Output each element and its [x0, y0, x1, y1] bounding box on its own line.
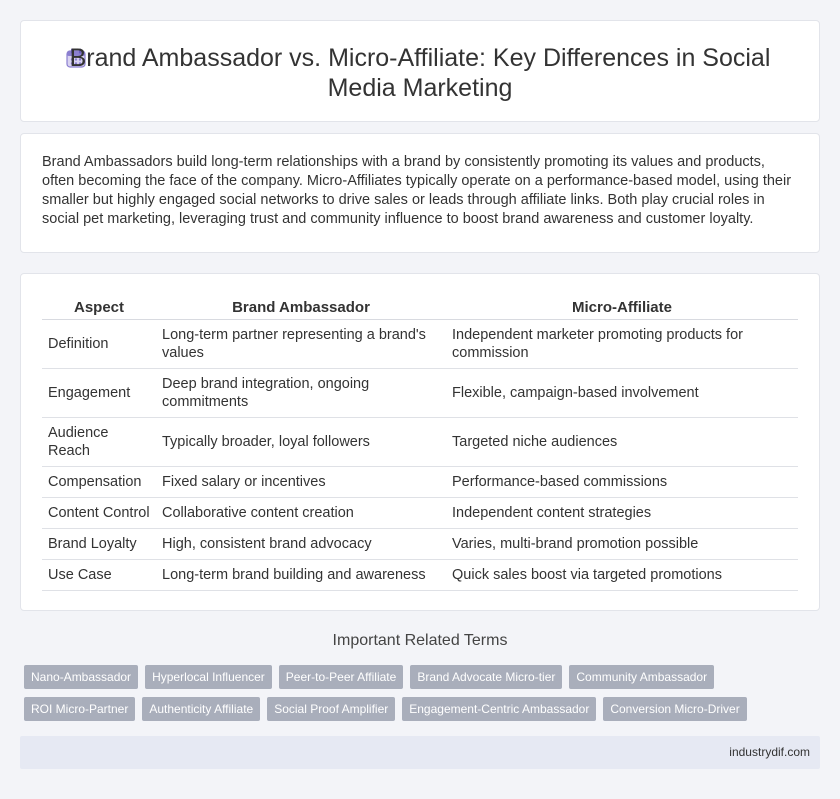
comparison-card	[20, 273, 820, 611]
aspect-cell: Compensation	[42, 466, 156, 497]
tag-authenticity-affiliate[interactable]: Authenticity Affiliate	[142, 697, 260, 721]
aspect-cell: Use Case	[42, 559, 156, 590]
table-row	[42, 466, 798, 497]
tag-brand-advocate-micro-tier[interactable]: Brand Advocate Micro-tier	[410, 665, 562, 689]
aspect-cell: Content Control	[42, 497, 156, 528]
intro-paragraph: Brand Ambassadors build long-term relationships with a brand by consistently promoting its values and products, often becoming the face of the company. Micro-Affiliates typically operate on a performance-based model, using their smaller but highly engaged social networks to drive sales or leads through affiliate links. Both play crucial roles in social pet marketing, leveraging trust and community influence to boost brand awareness and customer loyalty.	[42, 154, 792, 227]
affiliate-cell: Independent content strategies	[446, 497, 798, 528]
table-row	[42, 528, 798, 559]
header-aspect: Aspect	[42, 295, 156, 319]
ambassador-cell: Collaborative content creation	[156, 497, 446, 528]
aspect-cell: Brand Loyalty	[42, 528, 156, 559]
affiliate-cell: Varies, multi-brand promotion possible	[446, 528, 798, 559]
affiliate-cell: Quick sales boost via targeted promotions	[446, 559, 798, 590]
affiliate-cell: Targeted niche audiences	[446, 417, 798, 466]
footer-site-link[interactable]: industrydif.com	[729, 745, 810, 759]
tag-engagement-centric-ambassador[interactable]: Engagement-Centric Ambassador	[402, 697, 596, 721]
aspect-cell: Audience Reach	[42, 417, 156, 466]
aspect-cell: Engagement	[42, 368, 156, 417]
tag-row	[24, 697, 824, 721]
header-micro-affiliate: Micro-Affiliate	[446, 295, 798, 319]
table-row	[42, 559, 798, 590]
related-terms-tags	[24, 665, 824, 729]
table-header-row	[42, 295, 798, 319]
table-row	[42, 319, 798, 368]
tag-peer-to-peer-affiliate[interactable]: Peer-to-Peer Affiliate	[279, 665, 404, 689]
ambassador-cell: Typically broader, loyal followers	[156, 417, 446, 466]
intro-card	[20, 133, 820, 253]
table-row	[42, 368, 798, 417]
table-row	[42, 497, 798, 528]
tag-row	[24, 665, 824, 689]
related-terms-title: Important Related Terms	[332, 632, 508, 649]
ambassador-cell: Long-term brand building and awareness	[156, 559, 446, 590]
ambassador-cell: Deep brand integration, ongoing commitments	[156, 368, 446, 417]
header-brand-ambassador: Brand Ambassador	[156, 295, 446, 319]
table-row	[42, 417, 798, 466]
tag-social-proof-amplifier[interactable]: Social Proof Amplifier	[267, 697, 395, 721]
ambassador-cell: High, consistent brand advocacy	[156, 528, 446, 559]
tag-hyperlocal-influencer[interactable]: Hyperlocal Influencer	[145, 665, 272, 689]
footer	[20, 736, 820, 769]
page-title: Brand Ambassador vs. Micro-Affiliate: Key Differences in Social Media Marketing	[69, 44, 771, 102]
tag-roi-micro-partner[interactable]: ROI Micro-Partner	[24, 697, 135, 721]
tag-conversion-micro-driver[interactable]: Conversion Micro-Driver	[603, 697, 746, 721]
affiliate-cell: Performance-based commissions	[446, 466, 798, 497]
affiliate-cell: Independent marketer promoting products for commission	[446, 319, 798, 368]
ambassador-cell: Long-term partner representing a brand's values	[156, 319, 446, 368]
aspect-cell: Definition	[42, 319, 156, 368]
comparison-table	[42, 295, 798, 591]
affiliate-cell: Flexible, campaign-based involvement	[446, 368, 798, 417]
tag-community-ambassador[interactable]: Community Ambassador	[569, 665, 714, 689]
ambassador-cell: Fixed salary or incentives	[156, 466, 446, 497]
title-card	[20, 20, 820, 122]
tag-nano-ambassador[interactable]: Nano-Ambassador	[24, 665, 138, 689]
